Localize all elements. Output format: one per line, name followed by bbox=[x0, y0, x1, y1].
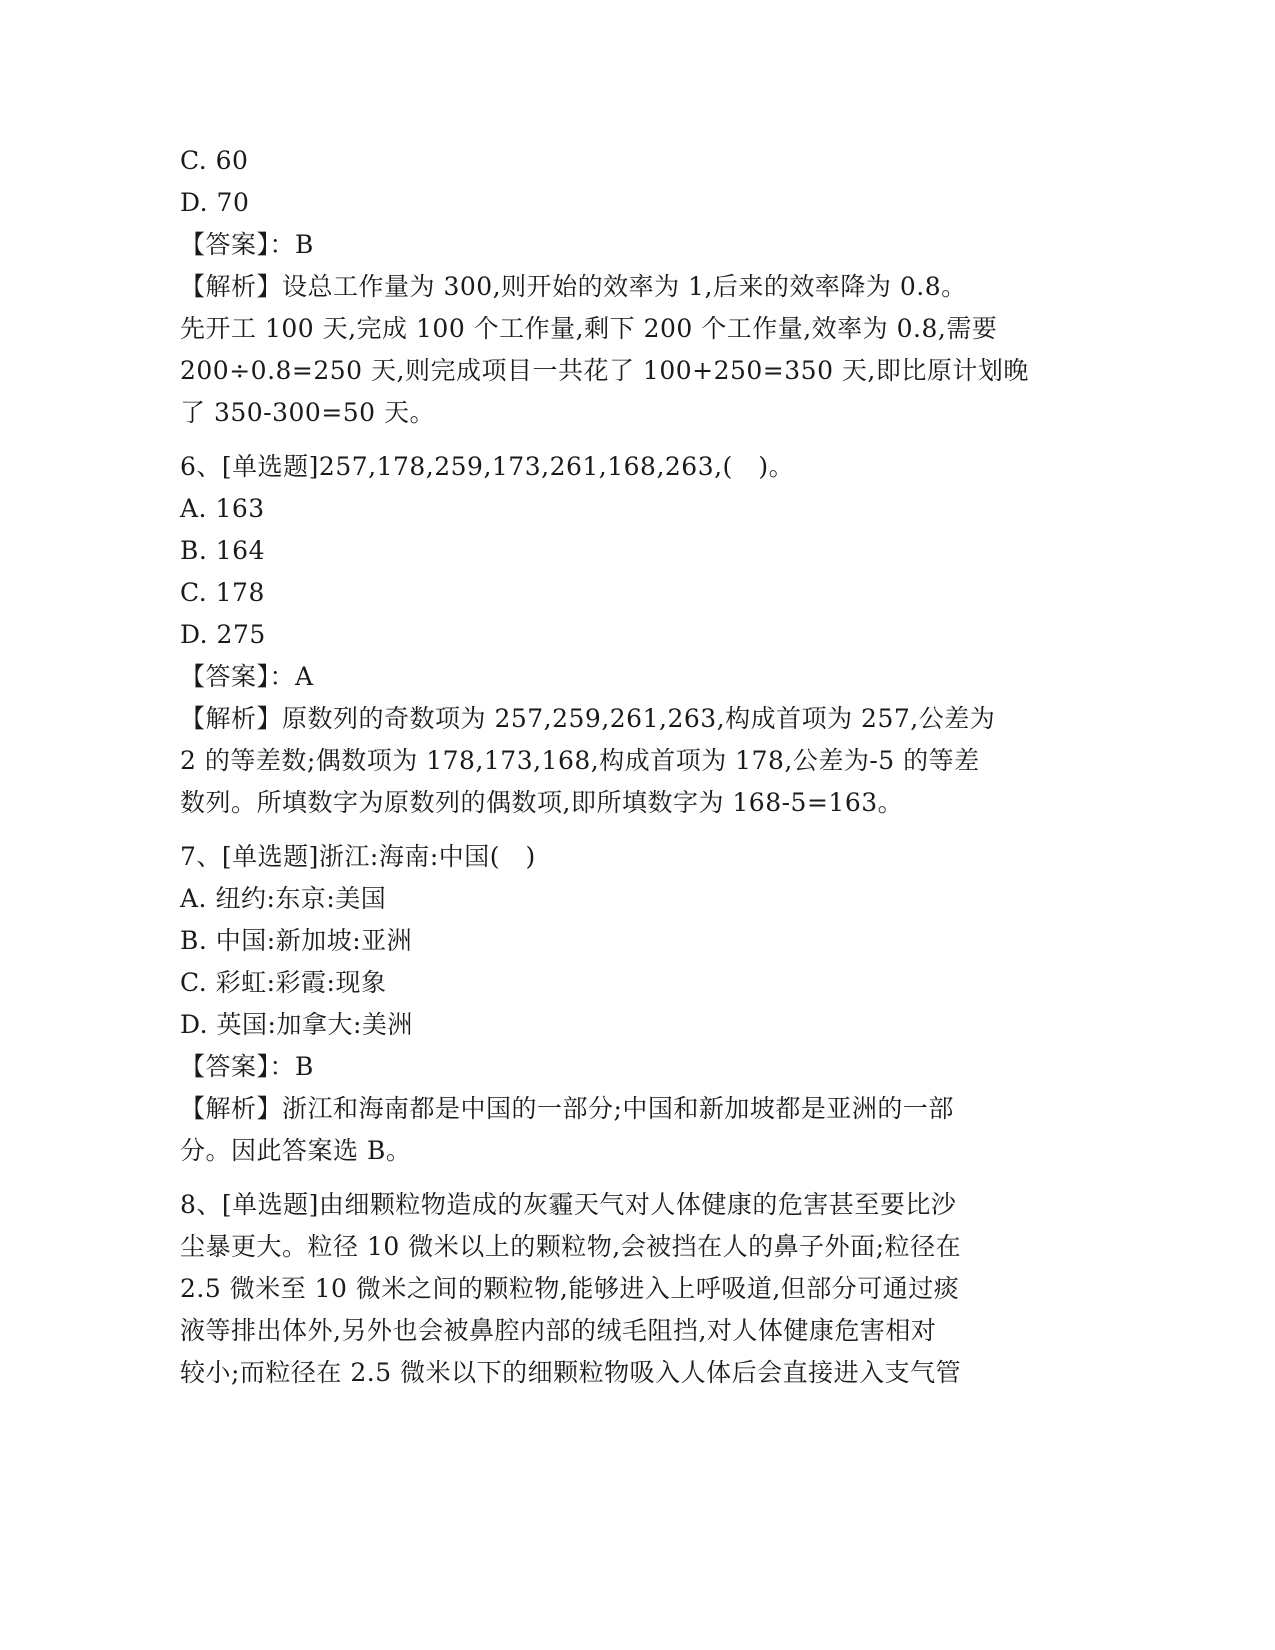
q6-answer: 【答案】：A bbox=[180, 662, 314, 691]
q8-stem-line-4: 液等排出体外,另外也会被鼻腔内部的绒毛阻挡,对人体健康危害相对 bbox=[180, 1316, 937, 1345]
q6-stem: 6、[单选题]257,178,259,173,261,168,263,( )。 bbox=[180, 452, 795, 481]
q8-stem-line-1: 8、[单选题]由细颗粒物造成的灰霾天气对人体健康的危害甚至要比沙 bbox=[180, 1190, 957, 1219]
q8-stem-line-2: 尘暴更大。粒径 10 微米以上的颗粒物,会被挡在人的鼻子外面;粒径在 bbox=[180, 1232, 962, 1261]
q7-option-b: B. 中国:新加坡:亚洲 bbox=[180, 926, 413, 955]
q5-analysis-line-3: 200÷0.8=250 天,则完成项目一共花了 100+250=350 天,即比原计划晚 bbox=[180, 356, 1029, 385]
q6-option-b: B. 164 bbox=[180, 536, 265, 565]
q7-option-d: D. 英国:加拿大:美洲 bbox=[180, 1010, 413, 1039]
q5-analysis-line-2: 先开工 100 天,完成 100 个工作量,剩下 200 个工作量,效率为 0.8,需要 bbox=[180, 314, 998, 343]
q7-answer: 【答案】：B bbox=[180, 1052, 314, 1081]
q7-option-a: A. 纽约:东京:美国 bbox=[180, 884, 387, 913]
q8-stem-line-5: 较小;而粒径在 2.5 微米以下的细颗粒物吸入人体后会直接进入支气管 bbox=[180, 1358, 962, 1387]
q5-analysis-line-4: 了 350-300=50 天。 bbox=[180, 398, 436, 427]
q7-analysis-line-2: 分。因此答案选 B。 bbox=[180, 1136, 412, 1165]
q7-analysis-line-1: 【解析】浙江和海南都是中国的一部分;中国和新加坡都是亚洲的一部 bbox=[180, 1094, 954, 1123]
q6-analysis-line-3: 数列。所填数字为原数列的偶数项,即所填数字为 168-5=163。 bbox=[180, 788, 904, 817]
q5-answer: 【答案】：B bbox=[180, 230, 314, 259]
q5-analysis-line-1: 【解析】设总工作量为 300,则开始的效率为 1,后来的效率降为 0.8。 bbox=[180, 272, 967, 301]
q5-option-d: D. 70 bbox=[180, 188, 250, 217]
spacer bbox=[180, 824, 1060, 836]
q7-option-c: C. 彩虹:彩霞:现象 bbox=[180, 968, 387, 997]
q8-stem-line-3: 2.5 微米至 10 微米之间的颗粒物,能够进入上呼吸道,但部分可通过痰 bbox=[180, 1274, 960, 1303]
spacer bbox=[180, 434, 1060, 446]
q6-analysis-line-1: 【解析】原数列的奇数项为 257,259,261,263,构成首项为 257,公差为 bbox=[180, 704, 996, 733]
q6-analysis-line-2: 2 的等差数;偶数项为 178,173,168,构成首项为 178,公差为-5 的等差 bbox=[180, 746, 980, 775]
q6-option-a: A. 163 bbox=[180, 494, 265, 523]
q7-stem: 7、[单选题]浙江:海南:中国( ) bbox=[180, 842, 536, 871]
spacer bbox=[180, 1172, 1060, 1184]
q6-option-d: D. 275 bbox=[180, 620, 266, 649]
document-page bbox=[180, 140, 1060, 1394]
q5-option-c: C. 60 bbox=[180, 146, 249, 175]
q6-option-c: C. 178 bbox=[180, 578, 265, 607]
